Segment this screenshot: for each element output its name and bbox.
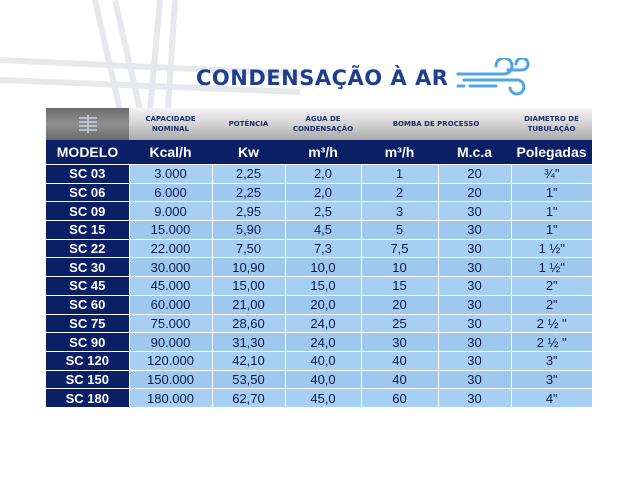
header-logo-cell bbox=[46, 108, 129, 140]
cell-kw: 2,25 bbox=[212, 183, 285, 202]
table-row bbox=[46, 221, 592, 240]
table-row bbox=[46, 333, 592, 352]
cell-mca: 30 bbox=[438, 202, 511, 221]
cell-model: SC 30 bbox=[46, 258, 129, 277]
cell-model: SC 09 bbox=[46, 202, 129, 221]
cell-kcal: 22.000 bbox=[129, 239, 212, 258]
cell-inches: 2" bbox=[511, 277, 592, 296]
cell-inches: 1 ½" bbox=[511, 258, 592, 277]
cell-kcal: 120.000 bbox=[129, 351, 212, 370]
cell-water-flow: 10,0 bbox=[285, 258, 361, 277]
cell-water-flow: 2,5 bbox=[285, 202, 361, 221]
cell-mca: 30 bbox=[438, 239, 511, 258]
cell-mca: 30 bbox=[438, 314, 511, 333]
cell-kcal: 15.000 bbox=[129, 221, 212, 240]
cell-kcal: 9.000 bbox=[129, 202, 212, 221]
cell-kcal: 90.000 bbox=[129, 333, 212, 352]
cell-inches: 3" bbox=[511, 351, 592, 370]
cell-kw: 5,90 bbox=[212, 221, 285, 240]
cell-mca: 30 bbox=[438, 333, 511, 352]
cell-kcal: 30.000 bbox=[129, 258, 212, 277]
cell-inches: 2 ½ " bbox=[511, 333, 592, 352]
column-header-model: MODELO bbox=[46, 140, 129, 165]
cell-kw: 21,00 bbox=[212, 295, 285, 314]
column-header-kw: Kw bbox=[212, 140, 285, 165]
cell-kcal: 180.000 bbox=[129, 389, 212, 407]
cell-kw: 10,90 bbox=[212, 258, 285, 277]
cell-kcal: 75.000 bbox=[129, 314, 212, 333]
cell-model: SC 75 bbox=[46, 314, 129, 333]
group-header-water: ÁGUA DE CONDENSAÇÃO bbox=[285, 108, 361, 140]
cell-mca: 30 bbox=[438, 389, 511, 407]
wind-icon bbox=[456, 58, 536, 98]
cell-water-flow: 40,0 bbox=[285, 370, 361, 389]
table-row bbox=[46, 314, 592, 333]
table-row bbox=[46, 183, 592, 202]
cell-kw: 53,50 bbox=[212, 370, 285, 389]
unit-header-row bbox=[46, 140, 592, 165]
cell-water-flow: 40,0 bbox=[285, 351, 361, 370]
cell-kcal: 60.000 bbox=[129, 295, 212, 314]
column-header-pump-flow: m³/h bbox=[361, 140, 438, 165]
cell-pump-flow: 30 bbox=[361, 333, 438, 352]
table-row bbox=[46, 277, 592, 296]
cell-kw: 28,60 bbox=[212, 314, 285, 333]
group-header-capacity: CAPACIDADE NOMINAL bbox=[129, 108, 212, 140]
column-header-water-flow: m³/h bbox=[285, 140, 361, 165]
cell-water-flow: 24,0 bbox=[285, 314, 361, 333]
cell-water-flow: 15,0 bbox=[285, 277, 361, 296]
specs-table bbox=[46, 108, 592, 407]
table-row bbox=[46, 165, 592, 184]
cell-pump-flow: 25 bbox=[361, 314, 438, 333]
cell-kw: 42,10 bbox=[212, 351, 285, 370]
cell-pump-flow: 2 bbox=[361, 183, 438, 202]
cell-inches: 1" bbox=[511, 183, 592, 202]
cell-kcal: 3.000 bbox=[129, 165, 212, 184]
column-header-mca: M.c.a bbox=[438, 140, 511, 165]
cell-pump-flow: 7,5 bbox=[361, 239, 438, 258]
cell-water-flow: 2,0 bbox=[285, 183, 361, 202]
cell-mca: 30 bbox=[438, 221, 511, 240]
cell-inches: ¾" bbox=[511, 165, 592, 184]
cell-model: SC 180 bbox=[46, 389, 129, 407]
cell-pump-flow: 15 bbox=[361, 277, 438, 296]
cell-pump-flow: 20 bbox=[361, 295, 438, 314]
brand-logo-mark bbox=[73, 113, 103, 135]
table-row bbox=[46, 370, 592, 389]
table-row bbox=[46, 351, 592, 370]
cell-kw: 7,50 bbox=[212, 239, 285, 258]
cell-model: SC 60 bbox=[46, 295, 129, 314]
cell-pump-flow: 5 bbox=[361, 221, 438, 240]
table-row bbox=[46, 295, 592, 314]
cell-kcal: 45.000 bbox=[129, 277, 212, 296]
cell-inches: 2" bbox=[511, 295, 592, 314]
cell-kw: 2,95 bbox=[212, 202, 285, 221]
cell-kw: 2,25 bbox=[212, 165, 285, 184]
cell-inches: 1" bbox=[511, 202, 592, 221]
cell-inches: 3" bbox=[511, 370, 592, 389]
cell-pump-flow: 40 bbox=[361, 351, 438, 370]
cell-mca: 30 bbox=[438, 258, 511, 277]
cell-model: SC 15 bbox=[46, 221, 129, 240]
table-row bbox=[46, 389, 592, 407]
title-block bbox=[196, 58, 536, 98]
cell-water-flow: 2,0 bbox=[285, 165, 361, 184]
column-header-inches: Polegadas bbox=[511, 140, 592, 165]
cell-model: SC 90 bbox=[46, 333, 129, 352]
cell-water-flow: 4,5 bbox=[285, 221, 361, 240]
cell-water-flow: 7,3 bbox=[285, 239, 361, 258]
group-header-power: POTÊNCIA bbox=[212, 108, 285, 140]
cell-kcal: 6.000 bbox=[129, 183, 212, 202]
cell-kcal: 150.000 bbox=[129, 370, 212, 389]
table-body bbox=[46, 165, 592, 407]
cell-mca: 20 bbox=[438, 183, 511, 202]
cell-inches: 1 ½" bbox=[511, 239, 592, 258]
cell-model: SC 45 bbox=[46, 277, 129, 296]
cell-mca: 30 bbox=[438, 295, 511, 314]
page-title: CONDENSAÇÃO À AR bbox=[196, 66, 449, 90]
cell-kw: 31,30 bbox=[212, 333, 285, 352]
column-header-kcal: Kcal/h bbox=[129, 140, 212, 165]
cell-inches: 1" bbox=[511, 221, 592, 240]
cell-model: SC 06 bbox=[46, 183, 129, 202]
table-row bbox=[46, 202, 592, 221]
cell-model: SC 03 bbox=[46, 165, 129, 184]
cell-water-flow: 45,0 bbox=[285, 389, 361, 407]
group-header-pipe-diameter: DIAMETRO DE TUBULAÇÃO bbox=[511, 108, 592, 140]
cell-water-flow: 20,0 bbox=[285, 295, 361, 314]
group-header-row bbox=[46, 108, 592, 140]
cell-pump-flow: 1 bbox=[361, 165, 438, 184]
cell-mca: 20 bbox=[438, 165, 511, 184]
cell-pump-flow: 60 bbox=[361, 389, 438, 407]
cell-model: SC 22 bbox=[46, 239, 129, 258]
cell-mca: 30 bbox=[438, 351, 511, 370]
cell-inches: 4" bbox=[511, 389, 592, 407]
cell-inches: 2 ½ " bbox=[511, 314, 592, 333]
cell-water-flow: 24,0 bbox=[285, 333, 361, 352]
cell-model: SC 150 bbox=[46, 370, 129, 389]
table-row bbox=[46, 239, 592, 258]
cell-pump-flow: 40 bbox=[361, 370, 438, 389]
cell-pump-flow: 10 bbox=[361, 258, 438, 277]
cell-model: SC 120 bbox=[46, 351, 129, 370]
cell-kw: 15,00 bbox=[212, 277, 285, 296]
cell-pump-flow: 3 bbox=[361, 202, 438, 221]
cell-kw: 62,70 bbox=[212, 389, 285, 407]
cell-mca: 30 bbox=[438, 277, 511, 296]
specs-table-container bbox=[46, 108, 592, 407]
cell-mca: 30 bbox=[438, 370, 511, 389]
group-header-pump: BOMBA DE PROCESSO bbox=[361, 108, 511, 140]
table-row bbox=[46, 258, 592, 277]
